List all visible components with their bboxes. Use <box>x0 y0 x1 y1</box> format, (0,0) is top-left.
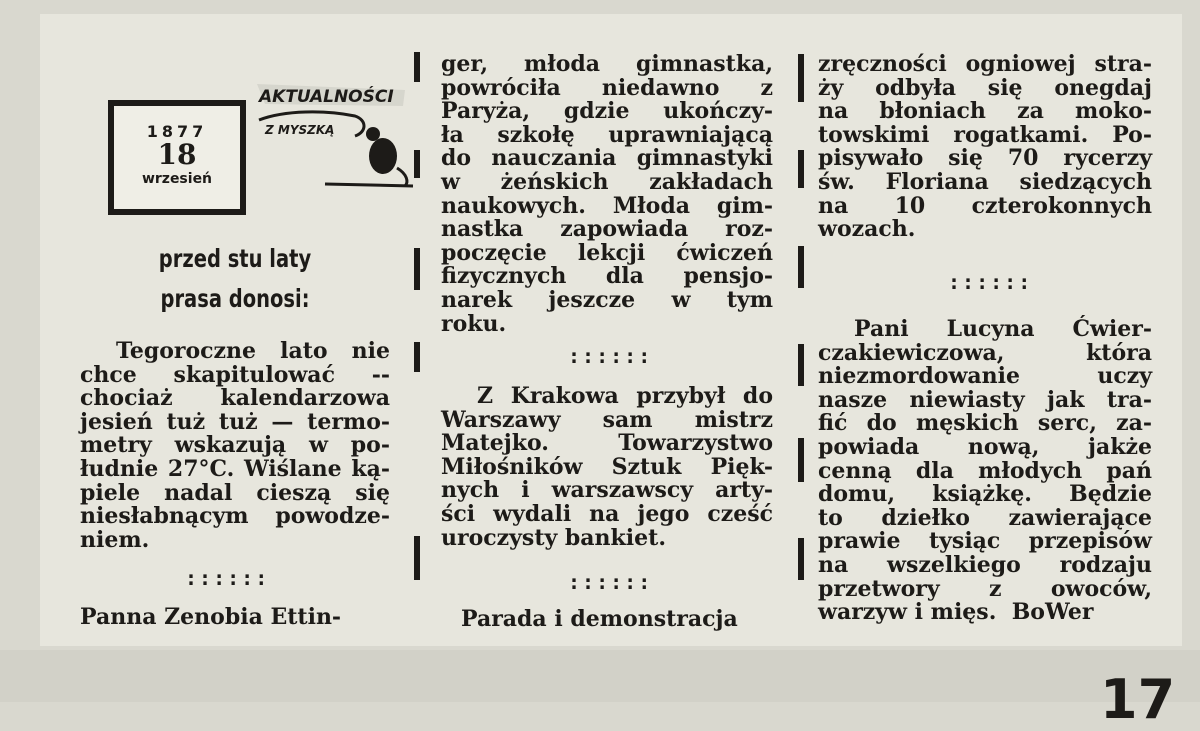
text-line: Matejko. Towarzystwo <box>441 430 773 457</box>
text-line: nastka zapowiada roz- <box>441 216 773 243</box>
page-margin <box>0 650 1200 702</box>
date-year: 1877 <box>146 122 208 141</box>
text-line: niesłabnącym powodze- <box>80 503 390 530</box>
text-line: Z Krakowa przybył do <box>477 383 773 409</box>
text-line: uroczysty bankiet. <box>441 524 666 551</box>
author-signature: BoWer <box>1011 599 1094 626</box>
section-separator: :::::: <box>948 270 1033 294</box>
text-line <box>818 601 1152 625</box>
text-line: roku. <box>441 310 507 337</box>
text-line: towskimi rogatkami. Po- <box>818 121 1152 148</box>
text-line: piele nadal cieszą się <box>80 479 390 506</box>
article-column-3-mid <box>818 318 1152 625</box>
date-day: 18 <box>157 138 197 171</box>
mouse-icon <box>366 127 407 186</box>
text-line: fić do męskich serc, za- <box>818 410 1152 437</box>
text-line: chociaż kalendarzowa <box>80 385 390 412</box>
date-box <box>108 100 246 215</box>
text-line: jesień tuż tuż — termo- <box>80 408 390 435</box>
text-line: prawie tysiąc przepisów <box>818 528 1152 555</box>
column-rule <box>798 54 804 102</box>
text-line: Panna Zenobia Ettin- <box>80 604 342 630</box>
text-line: na 10 czterokonnych <box>818 192 1152 219</box>
text-line: czakiewiczowa, która <box>818 339 1152 366</box>
text-line: Paryża, gdzie ukończy- <box>441 98 773 125</box>
section-separator: :::::: <box>568 570 653 594</box>
headline-line2: prasa donosi: <box>160 284 310 313</box>
logo-title: AKTUALNOŚCI <box>259 87 394 107</box>
text-line: Tegoroczne lato nie <box>116 338 390 364</box>
text-line: fizycznych dla pensjo- <box>441 263 773 290</box>
text-line: przetwory z owoców, <box>818 575 1152 602</box>
text-line: powróciła niedawno z <box>441 74 773 101</box>
text-line: Pani Lucyna Ćwier- <box>854 316 1152 342</box>
date-month: wrzesień <box>141 171 213 187</box>
text-line: metry wskazują w po- <box>80 432 390 459</box>
text-line: pisywało się 70 rycerzy <box>818 145 1152 172</box>
article-column-2 <box>441 53 773 336</box>
text-line: naukowych. Młoda gim- <box>441 192 773 219</box>
column-rule <box>798 246 804 288</box>
text-line-content: warzyw i mięs. <box>818 599 997 626</box>
text-line: w żeńskich zakładach <box>441 168 773 195</box>
column-rule <box>798 438 804 482</box>
column-rule <box>414 150 420 178</box>
text-line: ści wydali na jego cześć <box>441 500 773 527</box>
text-line: Miłośników Sztuk Pięk- <box>441 453 773 480</box>
text-line: Warszawy sam mistrz <box>441 406 773 433</box>
text-line: cenną dla młodych pań <box>818 457 1152 484</box>
column-logo <box>255 76 415 191</box>
text-line: Parada i demonstracja <box>461 606 738 632</box>
article-column-1-bottom <box>80 606 390 630</box>
text-line: św. Floriana siedzących <box>818 168 1152 195</box>
text-line: łudnie 27°C. Wiślane ką- <box>80 455 390 482</box>
text-line: poczęcie lekcji ćwiczeń <box>441 239 773 266</box>
logo-subtitle: Z MYSZKĄ <box>265 123 335 137</box>
column-rule <box>798 344 804 386</box>
text-line: wozach. <box>818 216 916 243</box>
text-line: narek jeszcze w tym <box>441 286 773 313</box>
article-column-1 <box>80 340 390 552</box>
text-line: nasze niewiasty jak tra- <box>818 386 1152 413</box>
text-line: ła szkołę uprawniającą <box>441 121 773 148</box>
page-number: 17 <box>1100 668 1176 731</box>
text-line: powiada nową, jakże <box>818 433 1152 460</box>
article-column-2-mid <box>441 385 773 550</box>
text-line: domu, książkę. Będzie <box>818 481 1152 508</box>
column-rule <box>414 536 420 580</box>
text-line: na błoniach za moko- <box>818 98 1152 125</box>
text-line: nych i warszawscy arty- <box>441 477 773 504</box>
text-line: zręczności ogniowej stra- <box>818 51 1152 77</box>
column-rule <box>414 52 420 82</box>
text-line: niezmordowanie uczy <box>818 363 1152 390</box>
column-rule <box>798 538 804 580</box>
column-rule <box>414 248 420 290</box>
text-line: to dziełko zawierające <box>818 504 1152 531</box>
headline-line1: przed stu laty <box>158 244 312 273</box>
text-line: ży odbyła się onegdaj <box>818 74 1152 101</box>
text-line: do nauczania gimnastyki <box>441 145 773 172</box>
column-rule <box>414 342 420 372</box>
section-separator: :::::: <box>185 566 270 590</box>
section-separator: :::::: <box>568 344 653 368</box>
text-line: niem. <box>80 526 150 553</box>
text-line: ger, młoda gimnastka, <box>441 51 773 77</box>
text-line: na wszelkiego rodzaju <box>818 551 1152 578</box>
article-column-2-bottom <box>441 608 773 632</box>
article-column-3 <box>818 53 1152 242</box>
column-rule <box>798 150 804 188</box>
text-line: chce skapitulować -- <box>80 361 390 388</box>
